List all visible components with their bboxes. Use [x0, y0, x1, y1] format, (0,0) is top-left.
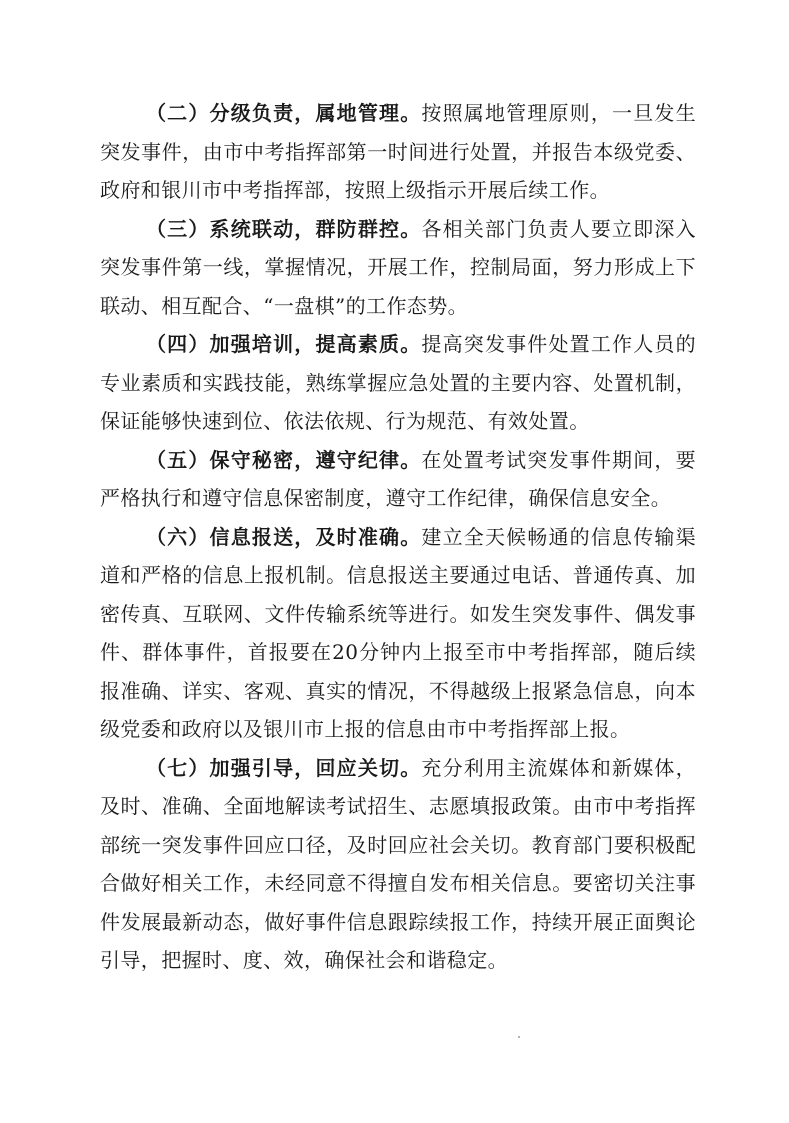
- paragraph-heading: （二）分级负责，属地管理。: [146, 101, 422, 125]
- paragraph-body: 充分利用主流媒体和新媒体，及时、准确、全面地解读考试招生、志愿填报政策。由市中考指挥部统一突发事件回应口径，及时回应社会关切。教育部门要积极配合做好相关工作，未经同意不得擅自发布相关信息。要密切关注事件发展最新动态，做好事件信息跟踪续报工作，持续开展正面舆论引导，把握时、度、效，确保社会和谐稳定。: [100, 755, 696, 972]
- paragraph-6: [100, 518, 696, 749]
- paragraph-body: 提高突发事件处置工作人员的专业素质和实践技能，熟练掌握应急处置的主要内容、处置机制，保证能够快速到位、依法依规、行为规范、有效处置。: [100, 332, 696, 433]
- paragraph-body: 按照属地管理原则，一旦发生突发事件，由市中考指挥部第一时间进行处置，并报告本级党委、政府和银川市中考指挥部，按照上级指示开展后续工作。: [100, 101, 696, 202]
- paragraph-body: 建立全天候畅通的信息传输渠道和严格的信息上报机制。信息报送主要通过电话、普通传真、加密传真、互联网、文件传输系统等进行。如发生突发事件、偶发事件、群体事件，首报要在20分钟内上报至市中考指挥部，随后续报准确、详实、客观、真实的情况，不得越级上报紧急信息，向本级党委和政府以及银川市上报的信息由市中考指挥部上报。: [100, 524, 696, 741]
- paragraph-5: [100, 441, 696, 518]
- paragraph-2: [100, 94, 696, 210]
- paragraph-body: 各相关部门负责人要立即深入突发事件第一线，掌握情况，开展工作，控制局面，努力形成上下联动、相互配合、“一盘棋”的工作态势。: [100, 216, 696, 318]
- paragraph-heading: （四）加强培训，提高素质。: [146, 332, 422, 356]
- document-page: [100, 94, 696, 980]
- paragraph-4: [100, 325, 696, 441]
- paragraph-heading: （六）信息报送，及时准确。: [146, 524, 422, 549]
- paragraph-heading: （七）加强引导，回应关切。: [146, 755, 422, 780]
- scan-speck: [518, 1036, 520, 1038]
- paragraph-3: [100, 210, 696, 326]
- paragraph-heading: （三）系统联动，群防群控。: [146, 216, 422, 241]
- paragraph-body: 在处置考试突发事件期间，要严格执行和遵守信息保密制度，遵守工作纪律，确保信息安全。: [100, 447, 696, 510]
- paragraph-7: [100, 749, 696, 980]
- paragraph-heading: （五）保守秘密，遵守纪律。: [146, 447, 422, 472]
